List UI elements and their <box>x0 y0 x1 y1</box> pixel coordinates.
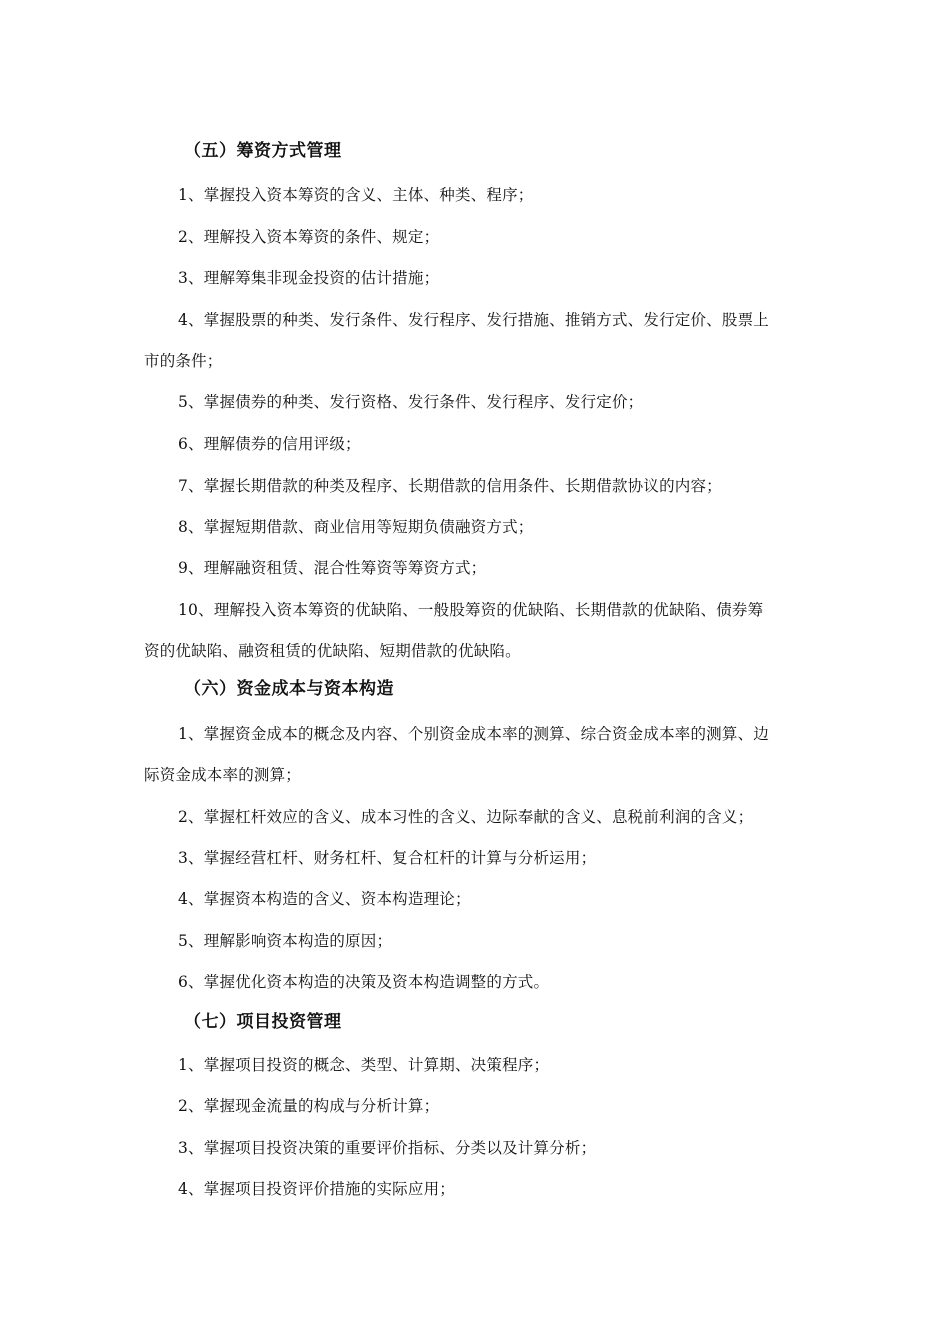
list-item: 6、掌握优化资本构造的决策及资本构造调整的方式。 <box>178 973 550 991</box>
list-item: 10、理解投入资本筹资的优缺陷、一般股筹资的优缺陷、长期借款的优缺陷、债券筹 <box>178 601 764 619</box>
list-item: 3、掌握项目投资决策的重要评价指标、分类以及计算分析； <box>178 1139 597 1157</box>
list-item: 8、掌握短期借款、商业信用等短期负债融资方式； <box>178 518 534 536</box>
list-item: 3、掌握经营杠杆、财务杠杆、复合杠杆的计算与分析运用； <box>178 849 597 867</box>
list-item: 4、掌握资本构造的含义、资本构造理论； <box>178 890 471 908</box>
list-item: 4、掌握项目投资评价措施的实际应用； <box>178 1180 455 1198</box>
section-heading: （六）资金成本与资本构造 <box>184 679 394 699</box>
list-item: 3、理解筹集非现金投资的估计措施； <box>178 269 440 287</box>
list-item-continuation: 市的条件； <box>144 352 223 370</box>
list-item: 1、掌握资金成本的概念及内容、个别资金成本率的测算、综合资金成本率的测算、边 <box>178 725 769 743</box>
list-item: 2、掌握现金流量的构成与分析计算； <box>178 1097 440 1115</box>
section-heading: （七）项目投资管理 <box>184 1012 342 1032</box>
list-item: 6、理解债券的信用评级； <box>178 435 361 453</box>
list-item: 5、理解影响资本构造的原因； <box>178 932 393 950</box>
section-heading: （五）筹资方式管理 <box>184 141 342 161</box>
list-item: 2、理解投入资本筹资的条件、规定； <box>178 228 440 246</box>
list-item: 1、掌握投入资本筹资的含义、主体、种类、程序； <box>178 186 534 204</box>
list-item-continuation: 资的优缺陷、融资租赁的优缺陷、短期借款的优缺陷。 <box>144 642 521 660</box>
list-item-continuation: 际资金成本率的测算； <box>144 766 302 784</box>
list-item: 7、掌握长期借款的种类及程序、长期借款的信用条件、长期借款协议的内容； <box>178 477 722 495</box>
list-item: 1、掌握项目投资的概念、类型、计算期、决策程序； <box>178 1056 550 1074</box>
list-item: 9、理解融资租赁、混合性筹资等筹资方式； <box>178 559 487 577</box>
list-item: 4、掌握股票的种类、发行条件、发行程序、发行措施、推销方式、发行定价、股票上 <box>178 311 769 329</box>
list-item: 5、掌握债券的种类、发行资格、发行条件、发行程序、发行定价； <box>178 393 644 411</box>
list-item: 2、掌握杠杆效应的含义、成本习性的含义、边际奉献的含义、息税前利润的含义； <box>178 808 754 826</box>
